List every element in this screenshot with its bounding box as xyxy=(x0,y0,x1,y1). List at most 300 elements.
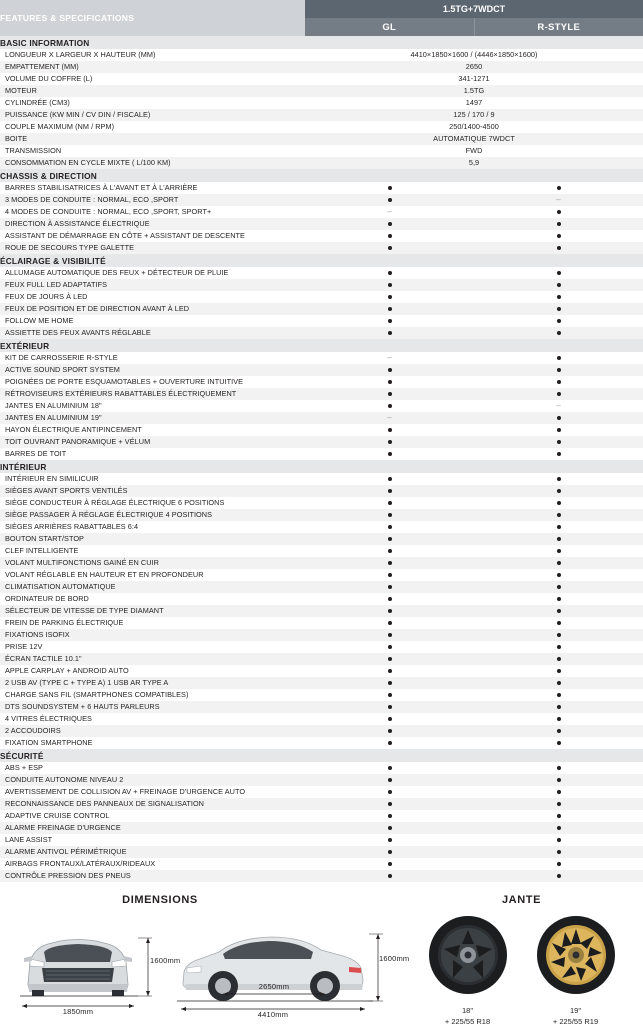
wheel-18-icon xyxy=(427,914,509,996)
wheel-19-size: 19" xyxy=(569,1006,581,1015)
table-row xyxy=(0,230,643,242)
table-row xyxy=(0,303,643,315)
available-dot-icon xyxy=(557,561,561,565)
available-dot-icon xyxy=(388,633,392,637)
table-row xyxy=(0,424,643,436)
feature-value-gl xyxy=(305,400,474,412)
feature-value-rs xyxy=(474,448,643,460)
table-row xyxy=(0,713,643,725)
feature-value-shared: AUTOMATIQUE 7WDCT xyxy=(305,133,643,145)
available-dot-icon xyxy=(557,693,561,697)
available-dot-icon xyxy=(388,729,392,733)
table-row xyxy=(0,629,643,641)
feature-value-gl xyxy=(305,870,474,882)
feature-value-gl xyxy=(305,834,474,846)
available-dot-icon xyxy=(557,210,561,214)
feature-value-shared: 1.5TG xyxy=(305,85,643,97)
section-header-row xyxy=(0,36,643,49)
available-dot-icon xyxy=(388,368,392,372)
available-dot-icon xyxy=(388,657,392,661)
feature-value-shared: 1497 xyxy=(305,97,643,109)
table-row xyxy=(0,653,643,665)
feature-value-shared: 2650 xyxy=(305,61,643,73)
feature-label: MOTEUR xyxy=(0,85,305,97)
feature-label: ADAPTIVE CRUISE CONTROL xyxy=(0,810,305,822)
available-dot-icon xyxy=(388,705,392,709)
available-dot-icon xyxy=(388,597,392,601)
feature-label: 2 ACCOUDOIRS xyxy=(0,725,305,737)
feature-value-gl xyxy=(305,267,474,279)
table-row xyxy=(0,194,643,206)
available-dot-icon xyxy=(557,778,561,782)
feature-value-gl xyxy=(305,762,474,774)
feature-label: AIRBAGS FRONTAUX/LATÉRAUX/RIDEAUX xyxy=(0,858,305,870)
front-view-figure xyxy=(0,912,181,1016)
feature-value-shared: 4410×1850×1600 / (4446×1850×1600) xyxy=(305,49,643,61)
feature-value-shared: 250/1400-4500 xyxy=(305,121,643,133)
feature-label: CHARGE SANS FIL (SMARTPHONES COMPATIBLES) xyxy=(0,689,305,701)
available-dot-icon xyxy=(388,814,392,818)
table-row xyxy=(0,109,643,121)
front-width-label: 1850mm xyxy=(62,1007,94,1016)
available-dot-icon xyxy=(557,838,561,842)
feature-value-rs xyxy=(474,194,643,206)
table-row xyxy=(0,641,643,653)
table-row xyxy=(0,267,643,279)
feature-label: PUISSANCE (KW MIN / CV DIN / FISCALE) xyxy=(0,109,305,121)
feature-label: FEUX FULL LED ADAPTATIFS xyxy=(0,279,305,291)
feature-value-rs xyxy=(474,436,643,448)
feature-value-gl xyxy=(305,206,474,218)
section-title: CHASSIS & DIRECTION xyxy=(0,169,643,182)
feature-label: ABS + ESP xyxy=(0,762,305,774)
feature-label: 4 VITRES ÉLECTRIQUES xyxy=(0,713,305,725)
wheel-item-18 xyxy=(427,914,509,1024)
available-dot-icon xyxy=(557,657,561,661)
feature-value-gl xyxy=(305,846,474,858)
feature-label: SIÈGE CONDUCTEUR À RÉGLAGE ÉLECTRIQUE 6 POSITIONS xyxy=(0,497,305,509)
feature-value-rs xyxy=(474,352,643,364)
feature-value-gl xyxy=(305,557,474,569)
available-dot-icon xyxy=(388,802,392,806)
feature-label: CYLINDRÉE (CM3) xyxy=(0,97,305,109)
section-header-row xyxy=(0,254,643,267)
feature-value-gl xyxy=(305,327,474,339)
feature-value-rs xyxy=(474,327,643,339)
available-dot-icon xyxy=(557,729,561,733)
available-dot-icon xyxy=(388,246,392,250)
available-dot-icon xyxy=(557,850,561,854)
table-row xyxy=(0,581,643,593)
section-title: ÉCLAIRAGE & VISIBILITÉ xyxy=(0,254,643,267)
table-row xyxy=(0,834,643,846)
feature-label: ALARME ANTIVOL PÉRIMÉTRIQUE xyxy=(0,846,305,858)
available-dot-icon xyxy=(557,271,561,275)
feature-value-gl xyxy=(305,653,474,665)
unavailable-dash-icon: – xyxy=(387,207,392,217)
available-dot-icon xyxy=(557,368,561,372)
available-dot-icon xyxy=(388,525,392,529)
table-row xyxy=(0,569,643,581)
feature-value-rs xyxy=(474,485,643,497)
available-dot-icon xyxy=(388,271,392,275)
feature-label: VOLUME DU COFFRE (L) xyxy=(0,73,305,85)
table-row xyxy=(0,701,643,713)
feature-value-gl xyxy=(305,713,474,725)
feature-value-rs xyxy=(474,303,643,315)
table-row xyxy=(0,786,643,798)
available-dot-icon xyxy=(388,693,392,697)
available-dot-icon xyxy=(388,380,392,384)
table-row xyxy=(0,412,643,424)
feature-label: CLEF INTELLIGENTE xyxy=(0,545,305,557)
feature-value-gl xyxy=(305,545,474,557)
available-dot-icon xyxy=(388,295,392,299)
car-front-illustration xyxy=(0,912,175,1020)
feature-value-rs xyxy=(474,509,643,521)
available-dot-icon xyxy=(557,597,561,601)
section-title: SÉCURITÉ xyxy=(0,749,643,762)
table-row xyxy=(0,436,643,448)
feature-label: KIT DE CARROSSERIE R-STYLE xyxy=(0,352,305,364)
table-row xyxy=(0,774,643,786)
feature-label: SIÈGES AVANT SPORTS VENTILÉS xyxy=(0,485,305,497)
feature-label: 2 USB AV (TYPE C + TYPE A) 1 USB AR TYPE A xyxy=(0,677,305,689)
jante-title: JANTE xyxy=(501,894,542,906)
table-row xyxy=(0,822,643,834)
table-row xyxy=(0,73,643,85)
available-dot-icon xyxy=(557,766,561,770)
feature-label: FEUX DE POSITION ET DE DIRECTION AVANT À LED xyxy=(0,303,305,315)
available-dot-icon xyxy=(388,862,392,866)
available-dot-icon xyxy=(557,573,561,577)
feature-value-rs xyxy=(474,786,643,798)
feature-label: FEUX DE JOURS À LED xyxy=(0,291,305,303)
feature-value-rs xyxy=(474,279,643,291)
table-row xyxy=(0,97,643,109)
feature-value-rs xyxy=(474,218,643,230)
feature-label: RECONNAISSANCE DES PANNEAUX DE SIGNALISATION xyxy=(0,798,305,810)
available-dot-icon xyxy=(557,392,561,396)
table-row xyxy=(0,376,643,388)
available-dot-icon xyxy=(557,246,561,250)
feature-value-gl xyxy=(305,629,474,641)
feature-value-rs xyxy=(474,581,643,593)
feature-label: TOIT OUVRANT PANORAMIQUE + VÉLUM xyxy=(0,436,305,448)
feature-value-gl xyxy=(305,364,474,376)
available-dot-icon xyxy=(557,669,561,673)
feature-value-gl xyxy=(305,182,474,194)
section-title: BASIC INFORMATION xyxy=(0,36,643,49)
feature-value-gl xyxy=(305,701,474,713)
table-row xyxy=(0,145,643,157)
table-row xyxy=(0,121,643,133)
feature-value-rs xyxy=(474,762,643,774)
feature-value-rs xyxy=(474,521,643,533)
feature-value-gl xyxy=(305,677,474,689)
feature-value-gl xyxy=(305,424,474,436)
available-dot-icon xyxy=(388,283,392,287)
table-row xyxy=(0,485,643,497)
available-dot-icon xyxy=(388,501,392,505)
feature-label: BOUTON START/STOP xyxy=(0,533,305,545)
side-height-label: 1600mm xyxy=(379,954,410,963)
available-dot-icon xyxy=(557,295,561,299)
feature-value-rs xyxy=(474,182,643,194)
feature-value-gl xyxy=(305,605,474,617)
car-side-illustration xyxy=(175,912,390,1020)
available-dot-icon xyxy=(557,633,561,637)
section-header-row xyxy=(0,169,643,182)
table-row xyxy=(0,858,643,870)
available-dot-icon xyxy=(388,549,392,553)
available-dot-icon xyxy=(388,766,392,770)
feature-value-gl xyxy=(305,641,474,653)
available-dot-icon xyxy=(557,428,561,432)
available-dot-icon xyxy=(388,477,392,481)
feature-value-rs xyxy=(474,737,643,749)
available-dot-icon xyxy=(557,790,561,794)
feature-label: SIÈGE PASSAGER À RÉGLAGE ÉLECTRIQUE 4 POSITIONS xyxy=(0,509,305,521)
feature-value-rs xyxy=(474,315,643,327)
feature-label: CLIMATISATION AUTOMATIQUE xyxy=(0,581,305,593)
table-row xyxy=(0,617,643,629)
feature-value-gl xyxy=(305,291,474,303)
available-dot-icon xyxy=(388,621,392,625)
table-row xyxy=(0,218,643,230)
table-row xyxy=(0,182,643,194)
table-row xyxy=(0,364,643,376)
feature-value-gl xyxy=(305,810,474,822)
feature-label: ROUE DE SECOURS TYPE GALETTE xyxy=(0,242,305,254)
table-row xyxy=(0,497,643,509)
available-dot-icon xyxy=(557,186,561,190)
feature-value-rs xyxy=(474,364,643,376)
feature-value-gl xyxy=(305,617,474,629)
table-row xyxy=(0,388,643,400)
feature-value-rs xyxy=(474,400,643,412)
table-row xyxy=(0,85,643,97)
available-dot-icon xyxy=(388,790,392,794)
available-dot-icon xyxy=(388,573,392,577)
available-dot-icon xyxy=(388,585,392,589)
jante-panel xyxy=(400,894,643,1024)
feature-label: SÉLECTEUR DE VITESSE DE TYPE DIAMANT xyxy=(0,605,305,617)
feature-label: POIGNÉES DE PORTE ESQUAMOTABLES + OUVERTURE INTUITIVE xyxy=(0,376,305,388)
feature-value-gl xyxy=(305,822,474,834)
bottom-panel xyxy=(0,882,643,1024)
feature-value-gl xyxy=(305,279,474,291)
feature-value-rs xyxy=(474,834,643,846)
feature-label: ORDINATEUR DE BORD xyxy=(0,593,305,605)
feature-value-gl xyxy=(305,242,474,254)
table-row xyxy=(0,352,643,364)
table-row xyxy=(0,206,643,218)
table-title: FEATURES & SPECIFICATIONS xyxy=(0,0,305,36)
feature-label: BOITE xyxy=(0,133,305,145)
available-dot-icon xyxy=(388,513,392,517)
available-dot-icon xyxy=(388,186,392,190)
feature-label: FIXATION SMARTPHONE xyxy=(0,737,305,749)
feature-value-gl xyxy=(305,737,474,749)
feature-value-rs xyxy=(474,497,643,509)
table-row xyxy=(0,49,643,61)
feature-label: ALARME FREINAGE D'URGENCE xyxy=(0,822,305,834)
available-dot-icon xyxy=(557,477,561,481)
feature-value-rs xyxy=(474,605,643,617)
table-row xyxy=(0,737,643,749)
available-dot-icon xyxy=(388,850,392,854)
table-row xyxy=(0,593,643,605)
section-header-row xyxy=(0,339,643,352)
feature-value-rs xyxy=(474,473,643,485)
available-dot-icon xyxy=(557,525,561,529)
table-row xyxy=(0,665,643,677)
available-dot-icon xyxy=(557,440,561,444)
available-dot-icon xyxy=(388,874,392,878)
available-dot-icon xyxy=(557,319,561,323)
feature-value-gl xyxy=(305,485,474,497)
feature-value-rs xyxy=(474,230,643,242)
section-title: EXTÉRIEUR xyxy=(0,339,643,352)
table-row xyxy=(0,798,643,810)
feature-label: AVERTISSEMENT DE COLLISION AV + FREINAGE D'URGENCE AUTO xyxy=(0,786,305,798)
feature-label: HAYON ÉLECTRIQUE ANTIPINCEMENT xyxy=(0,424,305,436)
feature-value-gl xyxy=(305,194,474,206)
feature-label: CONSOMMATION EN CYCLE MIXTE ( L/100 KM) xyxy=(0,157,305,169)
available-dot-icon xyxy=(557,826,561,830)
available-dot-icon xyxy=(388,826,392,830)
available-dot-icon xyxy=(557,452,561,456)
available-dot-icon xyxy=(388,331,392,335)
available-dot-icon xyxy=(388,681,392,685)
feature-label: LONGUEUR X LARGEUR X HAUTEUR (MM) xyxy=(0,49,305,61)
feature-value-gl xyxy=(305,376,474,388)
feature-label: 4 MODES DE CONDUITE : NORMAL, ECO ,SPORT, SPORT+ xyxy=(0,206,305,218)
trim-header-gl: GL xyxy=(305,18,474,36)
section-header-row xyxy=(0,749,643,762)
available-dot-icon xyxy=(388,645,392,649)
feature-value-rs xyxy=(474,689,643,701)
available-dot-icon xyxy=(388,319,392,323)
available-dot-icon xyxy=(557,802,561,806)
feature-value-rs xyxy=(474,267,643,279)
available-dot-icon xyxy=(557,331,561,335)
feature-value-gl xyxy=(305,774,474,786)
available-dot-icon xyxy=(557,717,561,721)
available-dot-icon xyxy=(388,404,392,408)
wheel-19-tire: + 225/55 R19 xyxy=(552,1017,599,1024)
section-title: INTÉRIEUR xyxy=(0,460,643,473)
wheel-list xyxy=(400,914,643,1024)
feature-value-rs xyxy=(474,713,643,725)
available-dot-icon xyxy=(557,416,561,420)
feature-value-rs xyxy=(474,291,643,303)
feature-value-rs xyxy=(474,641,643,653)
table-row xyxy=(0,846,643,858)
feature-label: VOLANT MULTIFONCTIONS GAINÉ EN CUIR xyxy=(0,557,305,569)
feature-value-rs xyxy=(474,557,643,569)
feature-value-rs xyxy=(474,206,643,218)
feature-value-gl xyxy=(305,858,474,870)
engine-header: 1.5TG+7WDCT xyxy=(305,0,643,18)
feature-label: CONDUITE AUTONOME NIVEAU 2 xyxy=(0,774,305,786)
feature-value-gl xyxy=(305,448,474,460)
table-row xyxy=(0,242,643,254)
available-dot-icon xyxy=(557,741,561,745)
feature-value-rs xyxy=(474,388,643,400)
feature-value-gl xyxy=(305,352,474,364)
available-dot-icon xyxy=(557,874,561,878)
feature-label: CONTRÔLE PRESSION DES PNEUS xyxy=(0,870,305,882)
feature-label: JANTES EN ALUMINIUM 19" xyxy=(0,412,305,424)
feature-label: TRANSMISSION xyxy=(0,145,305,157)
available-dot-icon xyxy=(388,489,392,493)
table-row xyxy=(0,545,643,557)
feature-value-rs xyxy=(474,242,643,254)
feature-label: SIÈGES ARRIÈRES RABATTABLES 6:4 xyxy=(0,521,305,533)
feature-label: INTÉRIEUR EN SIMILICUIR xyxy=(0,473,305,485)
feature-value-gl xyxy=(305,509,474,521)
table-header xyxy=(0,0,643,36)
feature-label: APPLE CARPLAY + ANDROID AUTO xyxy=(0,665,305,677)
table-row xyxy=(0,762,643,774)
feature-value-rs xyxy=(474,858,643,870)
available-dot-icon xyxy=(388,717,392,721)
available-dot-icon xyxy=(557,307,561,311)
feature-value-rs xyxy=(474,617,643,629)
feature-label: JANTES EN ALUMINIUM 18" xyxy=(0,400,305,412)
feature-value-rs xyxy=(474,665,643,677)
available-dot-icon xyxy=(557,283,561,287)
feature-value-rs xyxy=(474,412,643,424)
feature-label: ASSISTANT DE DÉMARRAGE EN CÔTE + ASSISTANT DE DESCENTE xyxy=(0,230,305,242)
table-row xyxy=(0,291,643,303)
feature-value-gl xyxy=(305,315,474,327)
trim-header-rstyle: R-STYLE xyxy=(474,18,643,36)
available-dot-icon xyxy=(557,537,561,541)
unavailable-dash-icon: – xyxy=(556,401,561,411)
table-row xyxy=(0,533,643,545)
available-dot-icon xyxy=(557,513,561,517)
unavailable-dash-icon: – xyxy=(387,353,392,363)
table-row xyxy=(0,725,643,737)
feature-label: 3 MODES DE CONDUITE : NORMAL, ECO ,SPORT xyxy=(0,194,305,206)
table-row xyxy=(0,133,643,145)
feature-value-gl xyxy=(305,725,474,737)
length-label: 4410mm xyxy=(257,1010,289,1019)
available-dot-icon xyxy=(557,645,561,649)
available-dot-icon xyxy=(557,501,561,505)
available-dot-icon xyxy=(557,681,561,685)
feature-label: FREIN DE PARKING ÉLECTRIQUE xyxy=(0,617,305,629)
wheel-item-19 xyxy=(535,914,617,1024)
feature-label: DIRECTION À ASSISTANCE ÉLECTRIQUE xyxy=(0,218,305,230)
feature-value-rs xyxy=(474,653,643,665)
feature-value-gl xyxy=(305,436,474,448)
available-dot-icon xyxy=(557,222,561,226)
available-dot-icon xyxy=(557,234,561,238)
available-dot-icon xyxy=(557,705,561,709)
feature-value-gl xyxy=(305,798,474,810)
table-row xyxy=(0,400,643,412)
feature-label: FOLLOW ME HOME xyxy=(0,315,305,327)
table-row xyxy=(0,557,643,569)
available-dot-icon xyxy=(557,549,561,553)
table-row xyxy=(0,448,643,460)
feature-value-rs xyxy=(474,822,643,834)
feature-value-rs xyxy=(474,629,643,641)
